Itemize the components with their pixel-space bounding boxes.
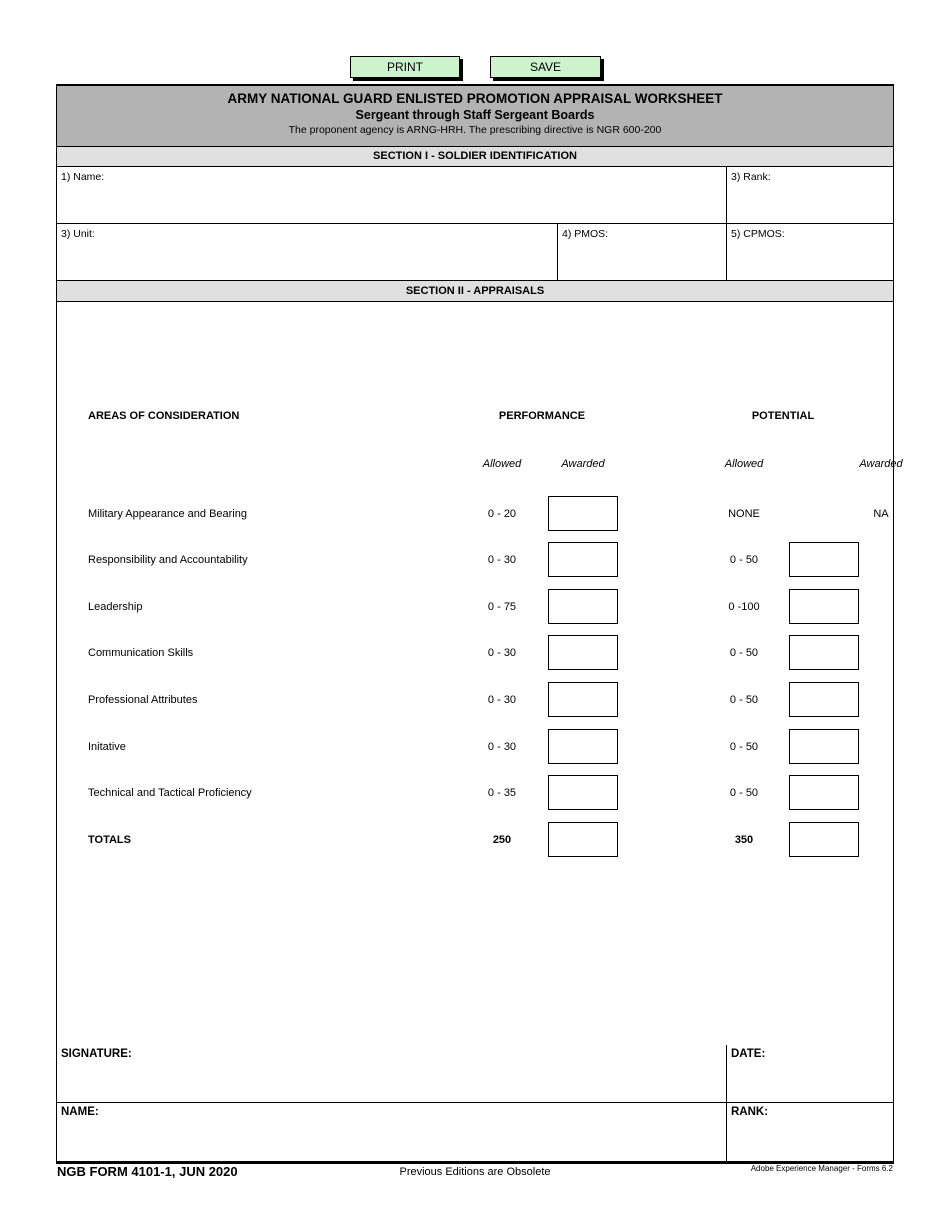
performance-allowed-value: 0 - 30 <box>487 553 517 566</box>
appraisal-row-responsibility <box>57 536 893 583</box>
totals-label: TOTALS <box>88 833 131 846</box>
rank-field[interactable] <box>727 167 893 223</box>
potential-total-allowed: 350 <box>734 833 754 846</box>
form <box>56 84 903 1164</box>
performance-allowed-value: 0 - 20 <box>487 507 517 520</box>
appraisal-row-communication <box>57 629 893 676</box>
potential-awarded-input-2[interactable] <box>789 589 859 624</box>
row-label: Leadership <box>88 600 143 613</box>
date-field[interactable] <box>727 1045 893 1102</box>
footer-software-credit: Adobe Experience Manager - Forms 6.2 <box>750 1164 893 1173</box>
row-label: Communication Skills <box>88 646 194 659</box>
form-subtitle: Sergeant through Staff Sergeant Boards <box>355 108 595 122</box>
appraisal-row-technical-tactical <box>57 769 893 816</box>
potential-awarded-input-6[interactable] <box>789 775 859 810</box>
potential-allowed-value: 0 - 50 <box>729 693 759 706</box>
potential-awarded-input-1[interactable] <box>789 542 859 577</box>
name-field-label: 1) Name: <box>61 171 105 183</box>
potential-allowed-value: 0 - 50 <box>729 646 759 659</box>
name-rank-row <box>57 1103 893 1161</box>
cpmos-field[interactable] <box>727 224 893 280</box>
potential-allowed-value: 0 - 50 <box>729 740 759 753</box>
printed-name-field-label: NAME: <box>61 1106 99 1118</box>
date-field-label: DATE: <box>731 1048 766 1060</box>
column-header-areas: AREAS OF CONSIDERATION <box>88 410 240 422</box>
performance-awarded-input-0[interactable] <box>548 496 618 531</box>
performance-awarded-input-2[interactable] <box>548 589 618 624</box>
performance-awarded-input-6[interactable] <box>548 775 618 810</box>
appraisal-row-military-appearance <box>57 490 893 537</box>
row-label: Responsibility and Accountability <box>88 553 248 566</box>
form-header <box>57 86 893 147</box>
pmos-field-label: 4) PMOS: <box>562 228 609 240</box>
performance-awarded-input-4[interactable] <box>548 682 618 717</box>
identification-row-1 <box>57 167 893 224</box>
appraisals-table <box>57 302 903 1045</box>
potential-awarded-input-5[interactable] <box>789 729 859 764</box>
unit-field-label: 3) Unit: <box>61 228 95 240</box>
potential-allowed-value: 0 - 50 <box>729 786 759 799</box>
save-button[interactable]: SAVE <box>490 56 601 78</box>
column-header-performance: PERFORMANCE <box>498 410 586 422</box>
performance-allowed-value: 0 - 75 <box>487 600 517 613</box>
form-proponent-line: The proponent agency is ARNG-HRH. The prescribing directive is NGR 600-200 <box>288 124 662 136</box>
name-field[interactable] <box>57 167 727 223</box>
potential-allowed-value: NONE <box>728 507 760 520</box>
section2-header: SECTION II - APPRAISALS <box>57 281 893 302</box>
performance-allowed-subheader: Allowed <box>482 458 522 470</box>
signer-rank-field[interactable] <box>727 1103 893 1161</box>
appraisal-totals-row <box>57 816 893 863</box>
section1-header: SECTION I - SOLDIER IDENTIFICATION <box>57 147 893 167</box>
signature-field[interactable] <box>57 1045 727 1102</box>
potential-awarded-input-4[interactable] <box>789 682 859 717</box>
print-button[interactable]: PRINT <box>350 56 460 78</box>
printed-name-field[interactable] <box>57 1103 727 1161</box>
row-label: Initative <box>88 740 126 753</box>
row-label: Military Appearance and Bearing <box>88 507 247 520</box>
potential-awarded-subheader: Awarded <box>859 458 903 470</box>
form-number: NGB FORM 4101-1, JUN 2020 <box>57 1164 238 1179</box>
signature-field-label: SIGNATURE: <box>61 1048 132 1060</box>
appraisal-row-initiative <box>57 723 893 770</box>
appraisal-row-professional-attributes <box>57 676 893 723</box>
pmos-field[interactable] <box>558 224 727 280</box>
column-header-potential: POTENTIAL <box>751 410 815 422</box>
signer-rank-field-label: RANK: <box>731 1106 769 1118</box>
performance-allowed-value: 0 - 30 <box>487 646 517 659</box>
signature-row <box>57 1045 893 1103</box>
potential-awarded-input-3[interactable] <box>789 635 859 670</box>
performance-awarded-input-3[interactable] <box>548 635 618 670</box>
performance-total-awarded-input[interactable] <box>548 822 618 857</box>
appraisal-row-leadership <box>57 583 893 630</box>
potential-total-awarded-input[interactable] <box>789 822 859 857</box>
row-label: Technical and Tactical Proficiency <box>88 786 252 799</box>
performance-awarded-input-1[interactable] <box>548 542 618 577</box>
performance-total-allowed: 250 <box>492 833 512 846</box>
footer-obsolete-note: Previous Editions are Obsolete <box>399 1166 551 1178</box>
unit-field[interactable] <box>57 224 558 280</box>
performance-allowed-value: 0 - 35 <box>487 786 517 799</box>
identification-row-2 <box>57 224 893 281</box>
row-label: Professional Attributes <box>88 693 198 706</box>
rank-field-label: 3) Rank: <box>731 171 771 183</box>
performance-awarded-input-5[interactable] <box>548 729 618 764</box>
cpmos-field-label: 5) CPMOS: <box>731 228 785 240</box>
potential-awarded-value: NA <box>873 507 889 520</box>
performance-allowed-value: 0 - 30 <box>487 693 517 706</box>
form-title: ARMY NATIONAL GUARD ENLISTED PROMOTION APPRAISAL WORKSHEET <box>227 91 723 106</box>
performance-awarded-subheader: Awarded <box>561 458 605 470</box>
performance-allowed-value: 0 - 30 <box>487 740 517 753</box>
potential-allowed-value: 0 -100 <box>728 600 760 613</box>
potential-allowed-subheader: Allowed <box>724 458 764 470</box>
potential-allowed-value: 0 - 50 <box>729 553 759 566</box>
